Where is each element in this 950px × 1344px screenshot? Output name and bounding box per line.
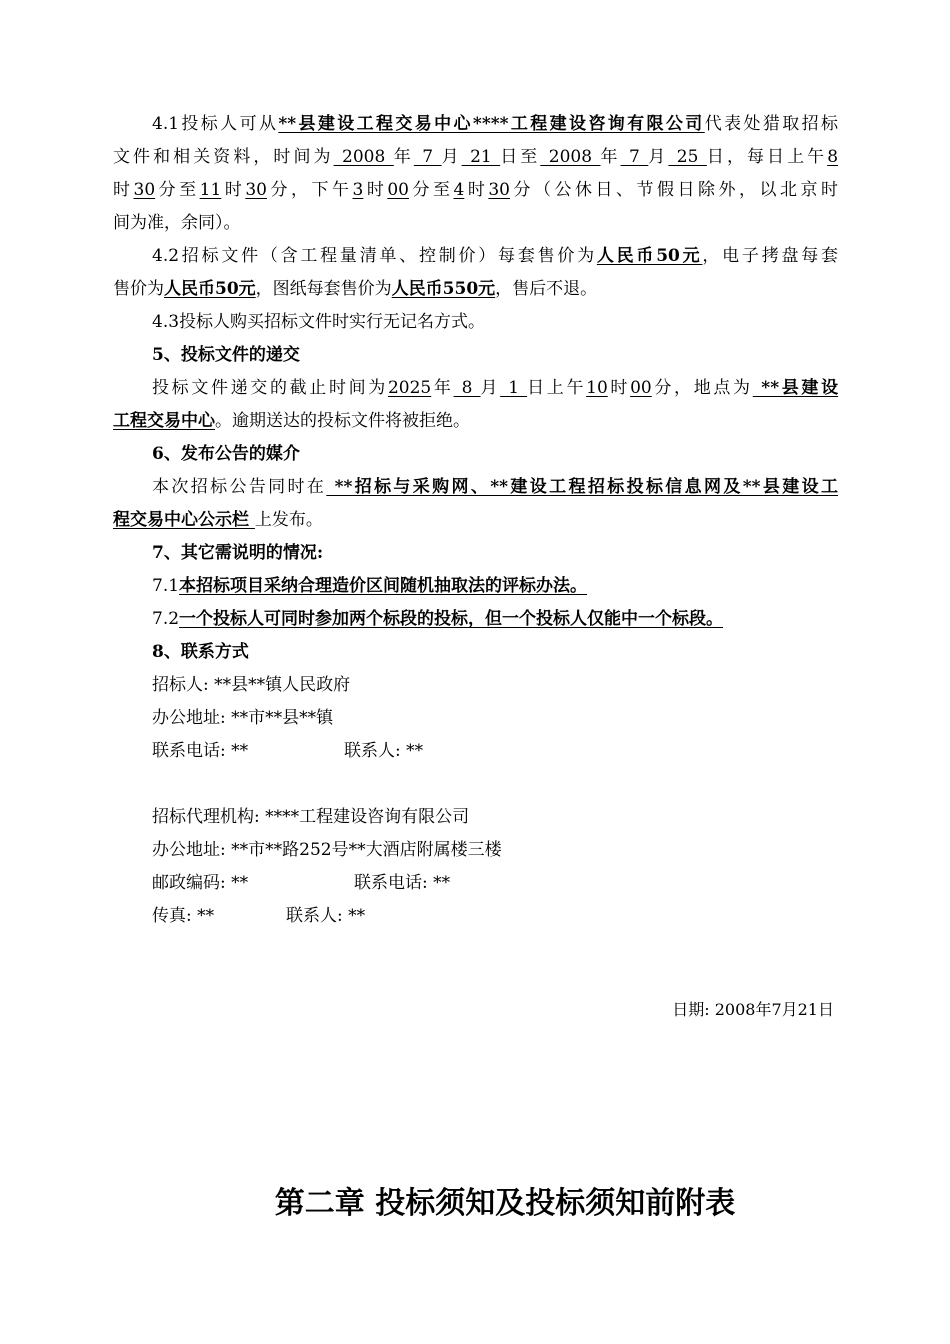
para-4-1-line-2: 文件和相关资料，时间为 2008 年 7 月 21 日至 2008 年 7 月 25 日，每日上午8: [113, 147, 839, 167]
para-4-2-line-1: 4.2招标文件（含工程量清单、控制价）每套售价为人民币50元，电子拷盘每套: [152, 246, 838, 266]
para-7-1: 7.1本招标项目采纳合理造价区间随机抽取法的评标办法。: [152, 576, 588, 596]
para-6-line-1: 本次招标公告同时在 **招标与采购网、**建设工程招标投标信息网及**县建设工: [152, 477, 838, 497]
para-5-line-1: 投标文件递交的截止时间为2025年 8 月 1 日上午10时00分，地点为 **县建设: [152, 378, 839, 398]
para-4-1-line-1: 4.1投标人可从**县建设工程交易中心****工程建设咨询有限公司代表处猎取招标: [152, 114, 838, 134]
heading-6: 6、发布公告的媒介: [152, 444, 300, 464]
agency-postcode-row: [152, 872, 838, 894]
document-date: 日期: 2008年7月21日: [672, 1000, 834, 1019]
heading-8: 8、联系方式: [152, 642, 249, 662]
purchase-location: **县建设工程交易中心****工程建设咨询有限公司: [278, 114, 705, 134]
tenderer-phone-row: [152, 740, 838, 762]
agency-fax: 传真: **: [152, 906, 215, 926]
para-4-2-line-2: 售价为人民币50元，图纸每套售价为人民币550元，售后不退。: [113, 279, 598, 299]
agency-postcode: 邮政编码: **: [152, 873, 249, 893]
agency-fax-row: [152, 905, 838, 927]
chapter-title: 第二章 投标须知及投标须知前附表: [274, 1186, 736, 1221]
para-6-line-2: 程交易中心公示栏 上发布。: [113, 510, 323, 530]
para-7-2: 7.2一个投标人可同时参加两个标段的投标，但一个投标人仅能中一个标段。: [152, 609, 724, 629]
agency: 招标代理机构: ****工程建设咨询有限公司: [152, 807, 470, 827]
heading-7: 7、其它需说明的情况:: [152, 543, 324, 563]
para-5-line-2: 工程交易中心。逾期送达的投标文件将被拒绝。: [113, 411, 470, 431]
para-4-1-line-4: 间为准，余同）。: [113, 213, 241, 233]
agency-contact-person: 联系人: **: [286, 906, 366, 926]
agency-phone: 联系电话: **: [354, 873, 451, 893]
para-4-1-line-3: 时30分至11时30分，下午3时00分至4时30分（公休日、节假日除外，以北京时: [113, 180, 839, 200]
tenderer: 招标人: **县**镇人民政府: [152, 675, 351, 695]
para-4-3: 4.3投标人购买招标文件时实行无记名方式。: [152, 312, 486, 332]
agency-address: 办公地址: **市**路252号**大酒店附属楼三楼: [152, 840, 502, 860]
tenderer-phone: 联系电话: **: [152, 741, 249, 761]
tenderer-contact-person: 联系人: **: [344, 741, 424, 761]
heading-5: 5、投标文件的递交: [152, 345, 300, 365]
tenderer-address: 办公地址: **市**县**镇: [152, 708, 334, 728]
